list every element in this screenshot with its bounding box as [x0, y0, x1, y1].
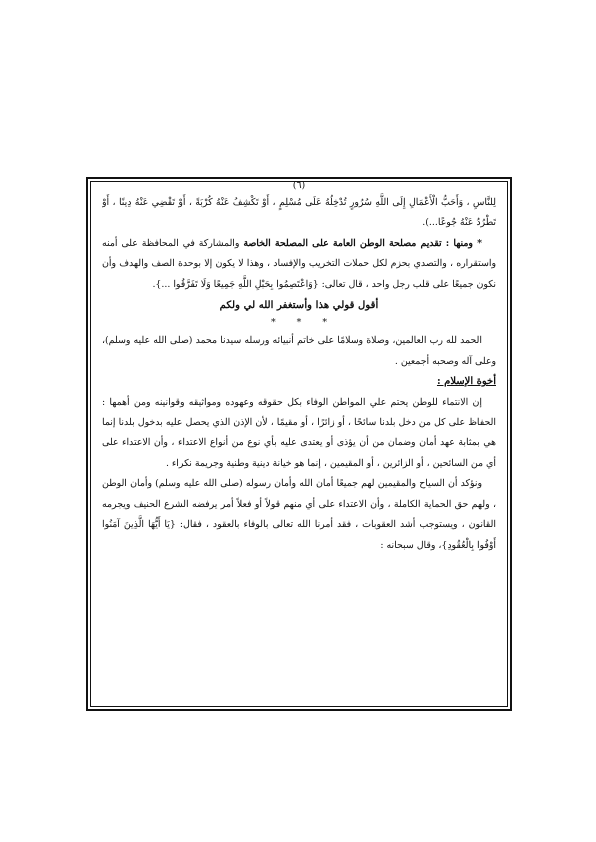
- point-paragraph: [102, 234, 496, 295]
- page-number: (٦): [292, 180, 306, 191]
- paragraph-hadith-end: لِلنَّاسِ ، وَأَحَبُّ الْأَعْمَالِ إِلَى اللَّهِ سُرُورٍ تُدْخِلُهُ عَلَى مُسْلِمٍ ، أَوْ تَكْشِفُ عَنْهُ كُرْبَةً ، أَوْ تَقْضِي عَنْهُ دِينًا ، أَوْ تَطْرُدُ عَنْهُ جُوعًا...).: [102, 197, 496, 229]
- paragraph-tourists: ونؤكد أن السياح والمقيمين لهم جميعًا أمان الله وأمان رسوله (صلى الله عليه وسلم) وأمان الوطن ، ولهم حق الحماية الكاملة ، وأن الاعتداء على أي منهم قولاً أو فعلاً أمر يرفضه الشرع الحنيف ويجرمه القانون ، ويستوجب أشد العقوبات ، فقد أمرنا الله تعالى بالوفاء بالعقود ، فقال: {يَا أَيُّهَا الَّذِينَ آمَنُوا أَوْفُوا بِالْعُقُودِ}، وقال سبحانه :: [102, 478, 496, 551]
- point-prefix: * ومنها :: [441, 237, 482, 249]
- paragraph-loyalty: إن الانتماء للوطن يحتم علي المواطن الوفاء بكل حقوقه وعهوده ومواثيقه وقوانينه ومن أهمها : الحفاظ على كل من دخل بلدنا سائحًا ، أو زائرًا ، أو مقيمًا ، لأن الإذن الذي يحصل عليه بدخول بلدنا إنما هي بمثابة عهد أمان وضمان من أن يؤذى أو يعتدى عليه بأي نوع من أنواع الاعتداء ، وأن الاعتداء على أي من السائحين ، أو الزائرين ، أو المقيمين ، إنما هو خيانة دينية وطنية وجريمة نكراء .: [102, 396, 496, 469]
- point-body: والمشاركة في المحافظة على أمنه واستقراره ، والتصدي بحزم لكل حملات التخريب والإفساد ، وهذا لا يكون إلا بوحدة الصف والهدف وأن نكون جميعًا على قلب رجل واحد ، قال تعالى: {وَاعْتَصِمُوا بِحَبْلِ اللَّهِ جَمِيعًا وَلَا تَفَرَّقُوا ...}.: [102, 237, 496, 290]
- section-divider-stars: * * *: [270, 317, 328, 329]
- section-heading-text: أخوة الإسلام :: [436, 376, 496, 388]
- closing-line: أقول قولي هذا وأستغفر الله لي ولكم: [219, 299, 379, 312]
- praise-paragraph: الحمد لله رب العالمين، وصلاة وسلامًا على خاتم أنبيائه ورسله سيدنا محمد (صلى الله عليه وسلم)، وعلى آله وصحبه أجمعين .: [102, 335, 496, 367]
- page-content: [102, 178, 496, 704]
- section-heading: [102, 372, 496, 392]
- point-title: تقديم مصلحة الوطن العامة على المصلحة الخاصة: [243, 237, 442, 249]
